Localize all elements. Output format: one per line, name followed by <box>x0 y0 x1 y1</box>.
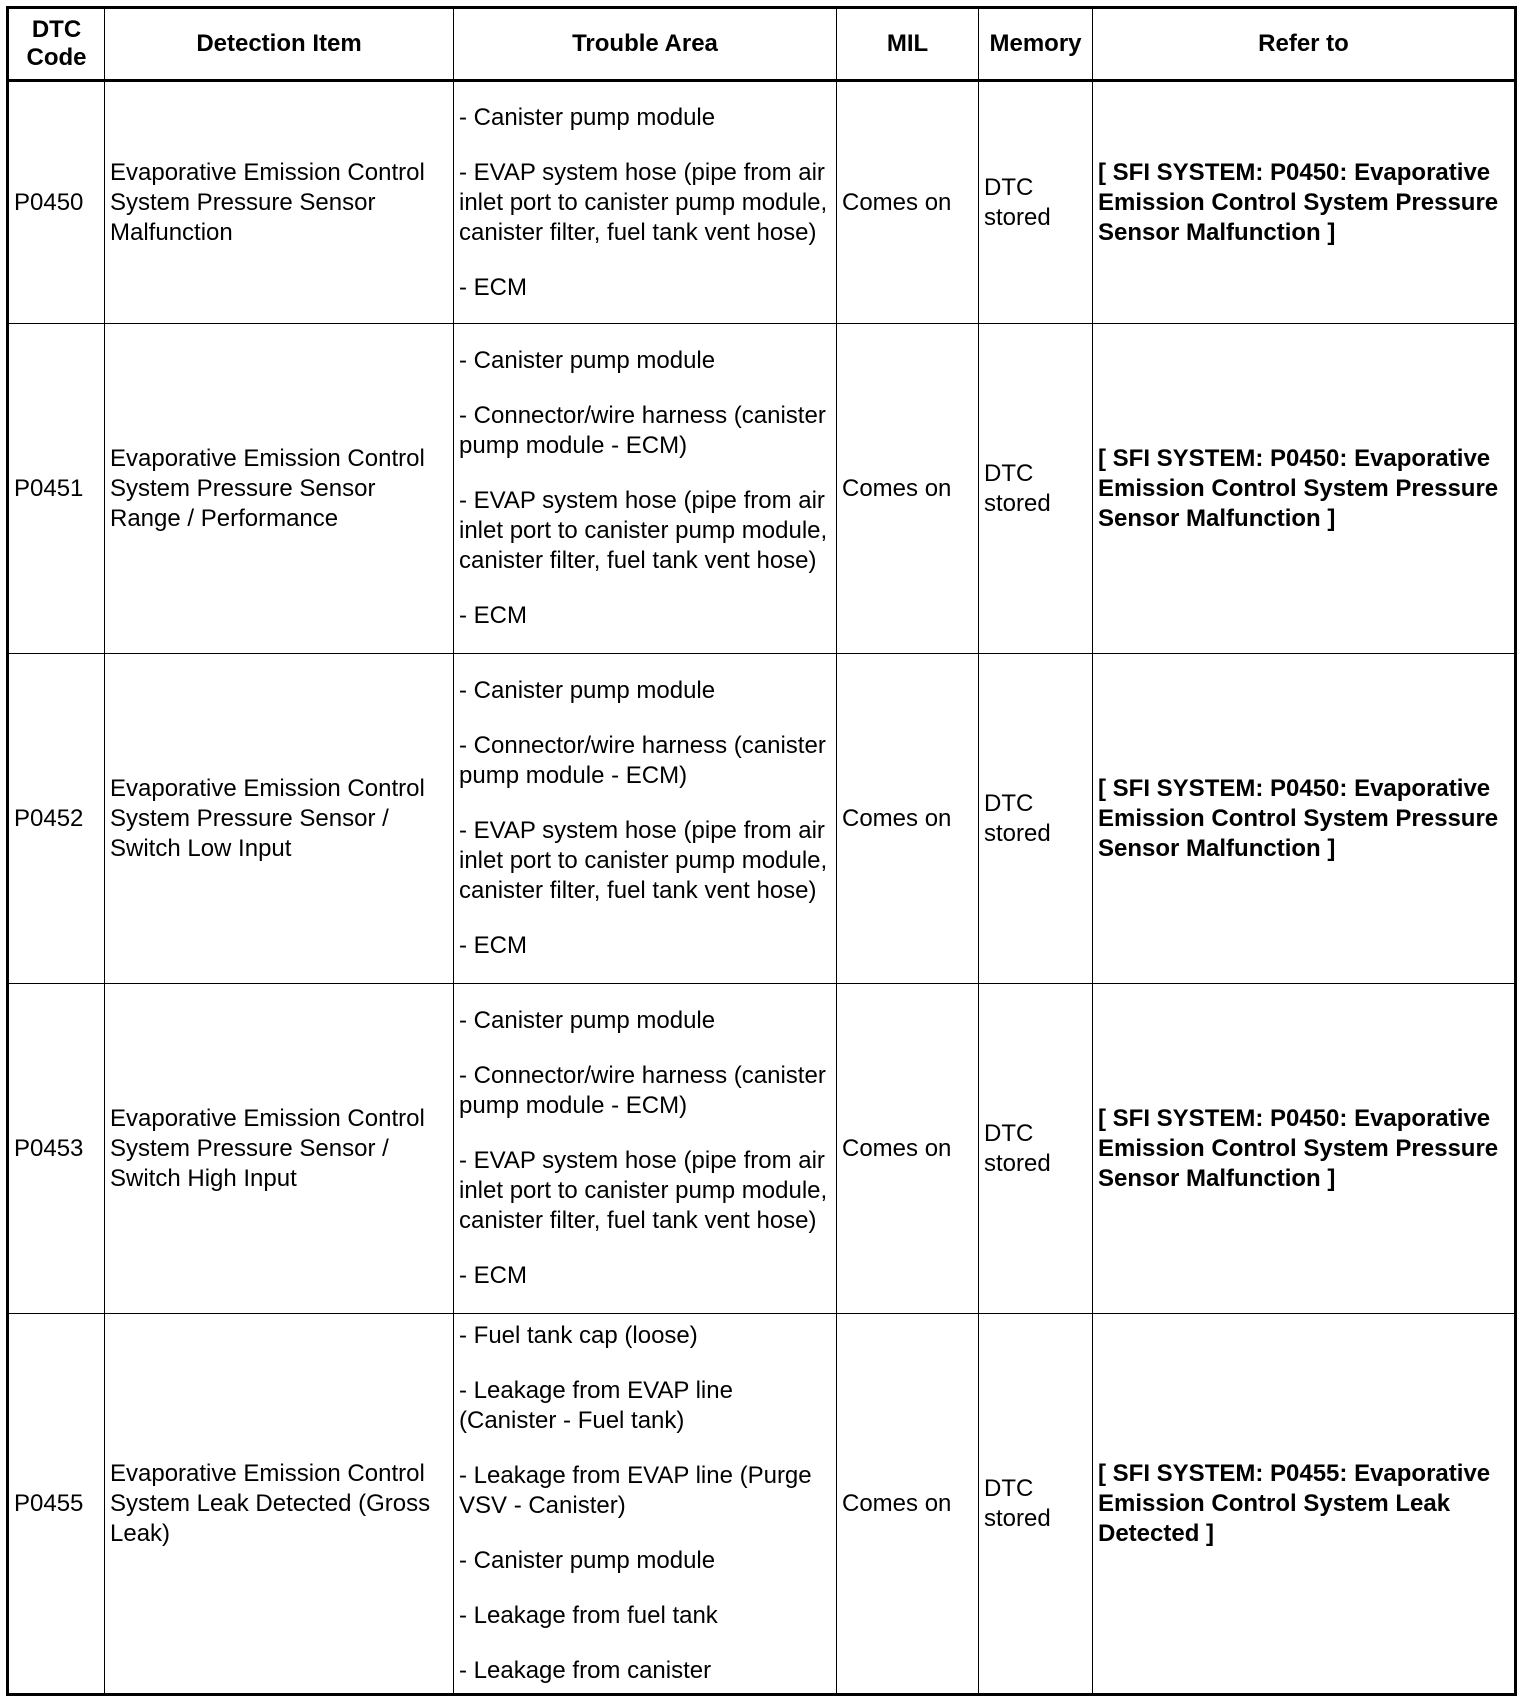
header-row <box>8 8 1516 81</box>
trouble-area-cell <box>454 1314 837 1695</box>
trouble-area-item: - Leakage from EVAP line (Canister - Fuel tank) <box>459 1377 733 1434</box>
header-dtc-code-line1: DTC <box>31 16 82 43</box>
dtc-table <box>6 6 1517 1696</box>
trouble-area-item: - EVAP system hose (pipe from air inlet port to canister pump module, canister filter, fuel tank vent hose) <box>459 1147 828 1234</box>
table-body <box>8 81 1516 1695</box>
trouble-area-item: - Canister pump module <box>459 677 716 704</box>
trouble-area-item: - Leakage from fuel tank <box>459 1602 718 1629</box>
dtc-code-cell: P0451 <box>8 324 105 654</box>
trouble-area-item: - Fuel tank cap (loose) <box>459 1322 698 1349</box>
trouble-area-item: - Connector/wire harness (canister pump module - ECM) <box>459 402 826 459</box>
trouble-area-item: - ECM <box>459 273 527 301</box>
detection-item-cell: Evaporative Emission Control System Pressure Sensor Range / Performance <box>105 324 454 654</box>
trouble-area-item: - Canister pump module <box>459 1547 716 1574</box>
dtc-code-cell: P0455 <box>8 1314 105 1695</box>
trouble-area-cell <box>454 654 837 984</box>
trouble-area-item: - Canister pump module <box>459 347 716 374</box>
trouble-area-item: - Connector/wire harness (canister pump module - ECM) <box>459 1062 826 1119</box>
memory-cell: DTC stored <box>979 324 1093 654</box>
mil-cell: Comes on <box>837 81 979 324</box>
memory-cell: DTC stored <box>979 1314 1093 1695</box>
trouble-area-item: - ECM <box>459 932 527 959</box>
trouble-area-item: - Leakage from canister <box>459 1657 712 1684</box>
mil-cell: Comes on <box>837 324 979 654</box>
dtc-code-cell: P0450 <box>8 81 105 324</box>
memory-cell: DTC stored <box>979 984 1093 1314</box>
memory-cell: DTC stored <box>979 654 1093 984</box>
refer-to-cell: [ SFI SYSTEM: P0455: Evaporative Emission Control System Leak Detected ] <box>1093 1314 1516 1695</box>
refer-to-cell: [ SFI SYSTEM: P0450: Evaporative Emission Control System Pressure Sensor Malfunction ] <box>1093 984 1516 1314</box>
mil-cell: Comes on <box>837 654 979 984</box>
memory-cell: DTC stored <box>979 81 1093 324</box>
header-memory: Memory <box>979 8 1093 81</box>
header-refer-to: Refer to <box>1093 8 1516 81</box>
trouble-area-item: - Canister pump module <box>459 1007 716 1034</box>
trouble-area-cell <box>454 81 837 324</box>
dtc-code-cell: P0452 <box>8 654 105 984</box>
trouble-area-item: - Leakage from EVAP line (Purge VSV - Canister) <box>459 1462 812 1519</box>
header-dtc-code <box>8 8 105 81</box>
trouble-area-item: - EVAP system hose (pipe from air inlet port to canister pump module, canister filter, fuel tank vent hose) <box>459 487 828 574</box>
trouble-area-cell <box>454 324 837 654</box>
table-row <box>8 81 1516 324</box>
trouble-area-item: - Canister pump module <box>459 103 716 131</box>
trouble-area-item: - EVAP system hose (pipe from air inlet port to canister pump module, canister filter, fuel tank vent hose) <box>459 158 828 246</box>
header-trouble-area: Trouble Area <box>454 8 837 81</box>
trouble-area-item: - ECM <box>459 602 527 629</box>
header-dtc-code-line2: Code <box>26 44 87 71</box>
trouble-area-list <box>459 1321 831 1686</box>
trouble-area-list <box>459 676 831 961</box>
table-row <box>8 1314 1516 1695</box>
trouble-area-list <box>459 346 831 631</box>
trouble-area-list <box>459 103 831 303</box>
refer-to-cell: [ SFI SYSTEM: P0450: Evaporative Emission Control System Pressure Sensor Malfunction ] <box>1093 324 1516 654</box>
detection-item-cell: Evaporative Emission Control System Pressure Sensor / Switch Low Input <box>105 654 454 984</box>
table-row <box>8 324 1516 654</box>
trouble-area-list <box>459 1006 831 1291</box>
detection-item-cell: Evaporative Emission Control System Pressure Sensor Malfunction <box>105 81 454 324</box>
refer-to-cell: [ SFI SYSTEM: P0450: Evaporative Emission Control System Pressure Sensor Malfunction ] <box>1093 81 1516 324</box>
mil-cell: Comes on <box>837 984 979 1314</box>
trouble-area-item: - Connector/wire harness (canister pump module - ECM) <box>459 732 826 789</box>
refer-to-cell: [ SFI SYSTEM: P0450: Evaporative Emission Control System Pressure Sensor Malfunction ] <box>1093 654 1516 984</box>
trouble-area-item: - EVAP system hose (pipe from air inlet port to canister pump module, canister filter, fuel tank vent hose) <box>459 817 828 904</box>
header-mil: MIL <box>837 8 979 81</box>
table-row <box>8 984 1516 1314</box>
dtc-code-cell: P0453 <box>8 984 105 1314</box>
detection-item-cell: Evaporative Emission Control System Leak Detected (Gross Leak) <box>105 1314 454 1695</box>
header-detection-item: Detection Item <box>105 8 454 81</box>
table-row <box>8 654 1516 984</box>
trouble-area-cell <box>454 984 837 1314</box>
mil-cell: Comes on <box>837 1314 979 1695</box>
trouble-area-item: - ECM <box>459 1262 527 1289</box>
detection-item-cell: Evaporative Emission Control System Pressure Sensor / Switch High Input <box>105 984 454 1314</box>
